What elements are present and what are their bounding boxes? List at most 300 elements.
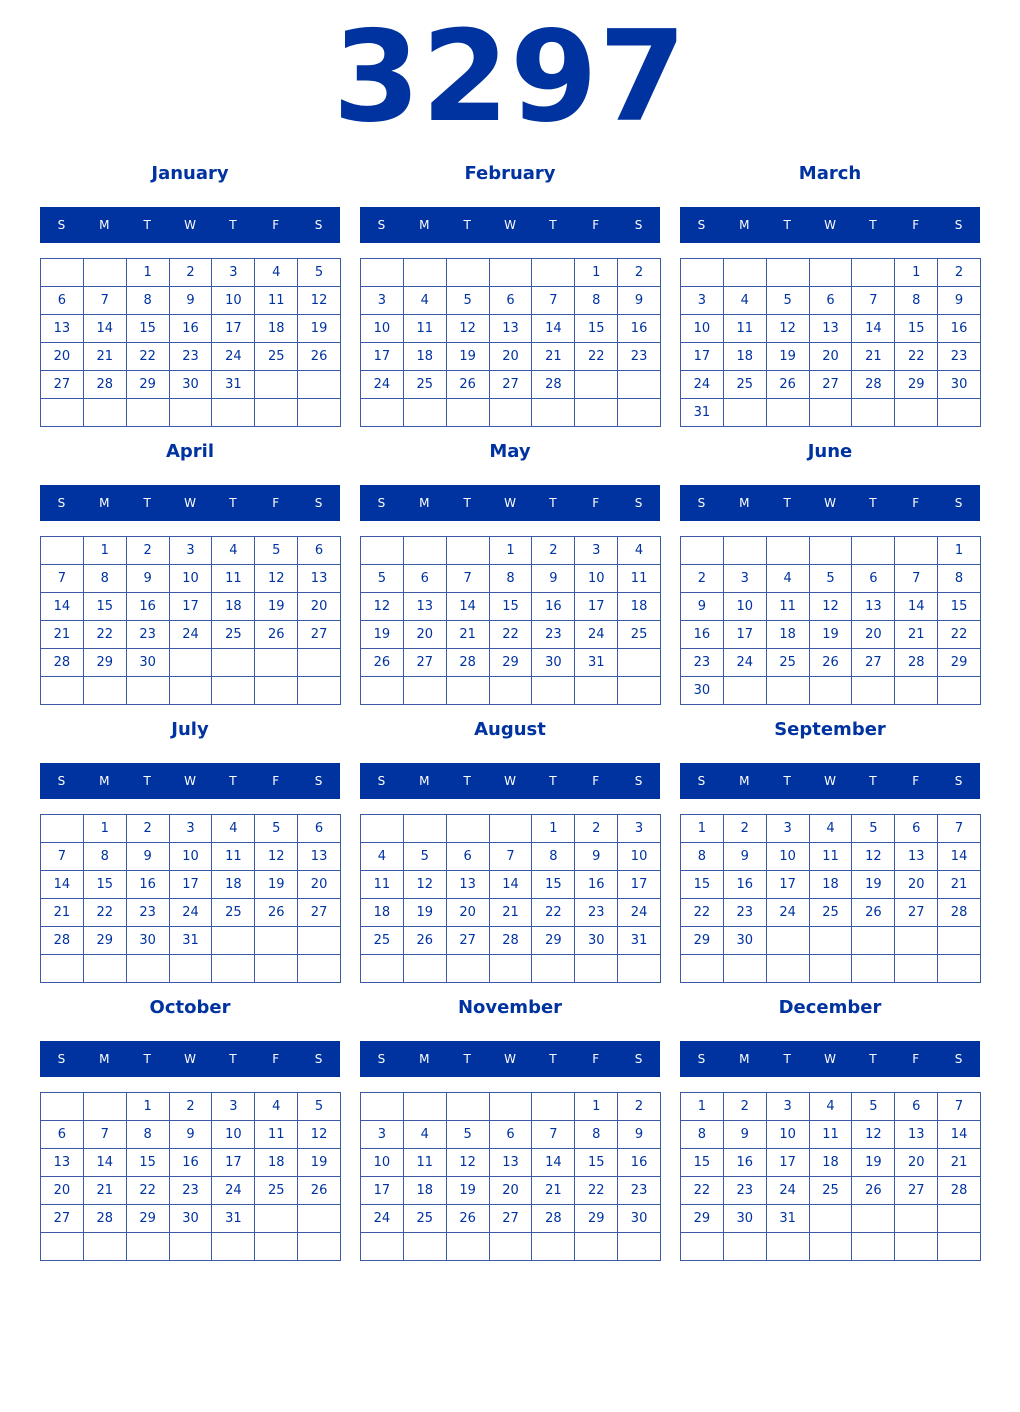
- empty-cell: [895, 927, 938, 955]
- day-cell: 16: [681, 621, 724, 649]
- weekday-label: F: [912, 774, 920, 788]
- empty-cell: [895, 399, 938, 427]
- weekday-label: T: [869, 496, 877, 510]
- weekday-label: F: [272, 1052, 280, 1066]
- empty-cell: [404, 815, 447, 843]
- empty-cell: [490, 259, 533, 287]
- empty-cell: [41, 537, 84, 565]
- empty-cell: [361, 259, 404, 287]
- weekday-label: M: [99, 774, 110, 788]
- day-cell: 25: [212, 899, 255, 927]
- empty-cell: [895, 1205, 938, 1233]
- day-cell: 15: [575, 315, 618, 343]
- day-cell: 19: [255, 871, 298, 899]
- weekday-label: S: [57, 774, 66, 788]
- day-cell: 6: [895, 1093, 938, 1121]
- day-cell: 27: [298, 899, 341, 927]
- weekday-label: W: [184, 1052, 196, 1066]
- day-cell: 2: [170, 1093, 213, 1121]
- empty-cell: [298, 649, 341, 677]
- day-cell: 6: [298, 537, 341, 565]
- empty-cell: [41, 1233, 84, 1261]
- weekday-label: W: [504, 218, 516, 232]
- month-title: June: [807, 441, 853, 462]
- day-cell: 4: [212, 537, 255, 565]
- empty-cell: [298, 1205, 341, 1233]
- empty-cell: [532, 1093, 575, 1121]
- day-cell: 27: [404, 649, 447, 677]
- day-cell: 12: [255, 843, 298, 871]
- empty-cell: [852, 537, 895, 565]
- weekday-label: M: [739, 218, 750, 232]
- weekday-header: [680, 1041, 980, 1077]
- day-cell: 29: [127, 371, 170, 399]
- day-cell: 28: [447, 649, 490, 677]
- day-cell: 7: [41, 565, 84, 593]
- day-cell: 23: [575, 899, 618, 927]
- day-cell: 2: [127, 815, 170, 843]
- day-cell: 1: [84, 537, 127, 565]
- day-cell: 10: [767, 843, 810, 871]
- empty-cell: [767, 1233, 810, 1261]
- day-cell: 22: [490, 621, 533, 649]
- empty-cell: [810, 927, 853, 955]
- day-cell: 26: [298, 343, 341, 371]
- empty-cell: [724, 399, 767, 427]
- month-title: August: [474, 719, 546, 740]
- day-cell: 22: [84, 899, 127, 927]
- weekday-label: T: [783, 1052, 791, 1066]
- weekday-label: S: [634, 1052, 643, 1066]
- weekday-label: T: [229, 218, 237, 232]
- day-cell: 20: [490, 343, 533, 371]
- day-cell: 2: [724, 1093, 767, 1121]
- weekday-label: S: [57, 1052, 66, 1066]
- day-cell: 22: [895, 343, 938, 371]
- empty-cell: [404, 1233, 447, 1261]
- day-cell: 23: [618, 1177, 661, 1205]
- day-cell: 30: [681, 677, 724, 705]
- day-cell: 12: [404, 871, 447, 899]
- empty-cell: [298, 677, 341, 705]
- day-cell: 16: [532, 593, 575, 621]
- day-cell: 8: [84, 843, 127, 871]
- day-cell: 4: [404, 1121, 447, 1149]
- day-cell: 29: [575, 1205, 618, 1233]
- day-cell: 26: [767, 371, 810, 399]
- weekday-label: F: [272, 218, 280, 232]
- day-cell: 2: [618, 1093, 661, 1121]
- day-cell: 11: [404, 315, 447, 343]
- day-cell: 31: [767, 1205, 810, 1233]
- empty-cell: [255, 927, 298, 955]
- day-cell: 5: [298, 259, 341, 287]
- day-cell: 14: [84, 1149, 127, 1177]
- empty-cell: [298, 1233, 341, 1261]
- day-cell: 7: [84, 1121, 127, 1149]
- empty-cell: [852, 927, 895, 955]
- day-cell: 3: [170, 537, 213, 565]
- day-cell: 10: [170, 843, 213, 871]
- day-cell: 29: [681, 927, 724, 955]
- weekday-label: F: [592, 774, 600, 788]
- day-cell: 23: [170, 343, 213, 371]
- day-grid: [680, 536, 981, 705]
- day-grid: [40, 536, 341, 705]
- empty-cell: [170, 955, 213, 983]
- day-cell: 5: [255, 815, 298, 843]
- day-cell: 29: [681, 1205, 724, 1233]
- day-cell: 27: [895, 899, 938, 927]
- day-cell: 22: [681, 1177, 724, 1205]
- empty-cell: [575, 955, 618, 983]
- day-cell: 8: [490, 565, 533, 593]
- day-cell: 10: [170, 565, 213, 593]
- empty-cell: [681, 1233, 724, 1261]
- weekday-header: [680, 485, 980, 521]
- empty-cell: [895, 955, 938, 983]
- day-cell: 13: [810, 315, 853, 343]
- weekday-label: M: [419, 496, 430, 510]
- day-cell: 29: [84, 649, 127, 677]
- empty-cell: [767, 537, 810, 565]
- day-cell: 15: [681, 871, 724, 899]
- weekday-label: T: [143, 774, 151, 788]
- day-cell: 4: [361, 843, 404, 871]
- day-cell: 5: [852, 815, 895, 843]
- day-cell: 28: [84, 371, 127, 399]
- day-cell: 3: [361, 1121, 404, 1149]
- weekday-label: W: [504, 1052, 516, 1066]
- empty-cell: [404, 677, 447, 705]
- empty-cell: [255, 649, 298, 677]
- empty-cell: [852, 677, 895, 705]
- day-cell: 31: [618, 927, 661, 955]
- weekday-label: F: [592, 218, 600, 232]
- empty-cell: [404, 955, 447, 983]
- day-cell: 22: [532, 899, 575, 927]
- weekday-label: T: [229, 1052, 237, 1066]
- day-cell: 18: [361, 899, 404, 927]
- day-cell: 6: [490, 1121, 533, 1149]
- empty-cell: [212, 927, 255, 955]
- day-cell: 3: [212, 1093, 255, 1121]
- day-cell: 25: [724, 371, 767, 399]
- day-cell: 17: [212, 1149, 255, 1177]
- weekday-label: F: [912, 1052, 920, 1066]
- day-cell: 13: [447, 871, 490, 899]
- day-cell: 8: [84, 565, 127, 593]
- weekday-label: S: [377, 774, 386, 788]
- day-cell: 14: [852, 315, 895, 343]
- day-cell: 19: [298, 315, 341, 343]
- day-cell: 1: [895, 259, 938, 287]
- day-cell: 19: [447, 343, 490, 371]
- day-cell: 14: [41, 593, 84, 621]
- day-cell: 16: [724, 1149, 767, 1177]
- empty-cell: [212, 649, 255, 677]
- day-cell: 24: [170, 899, 213, 927]
- empty-cell: [532, 1233, 575, 1261]
- empty-cell: [127, 399, 170, 427]
- month-title: November: [457, 997, 563, 1018]
- day-cell: 28: [938, 1177, 981, 1205]
- day-cell: 20: [810, 343, 853, 371]
- weekday-header: [40, 1041, 340, 1077]
- day-cell: 18: [255, 1149, 298, 1177]
- empty-cell: [767, 259, 810, 287]
- year-title: 3297: [332, 3, 688, 150]
- day-cell: 30: [618, 1205, 661, 1233]
- day-cell: 6: [490, 287, 533, 315]
- day-cell: 26: [810, 649, 853, 677]
- day-cell: 27: [41, 1205, 84, 1233]
- day-cell: 13: [895, 843, 938, 871]
- day-cell: 16: [618, 1149, 661, 1177]
- day-cell: 24: [212, 343, 255, 371]
- day-cell: 4: [810, 1093, 853, 1121]
- day-cell: 12: [298, 287, 341, 315]
- day-cell: 13: [298, 565, 341, 593]
- day-cell: 12: [767, 315, 810, 343]
- day-cell: 7: [532, 287, 575, 315]
- empty-cell: [447, 677, 490, 705]
- empty-cell: [41, 1093, 84, 1121]
- day-cell: 18: [212, 593, 255, 621]
- weekday-label: T: [869, 774, 877, 788]
- day-grid: [360, 814, 661, 983]
- day-cell: 1: [532, 815, 575, 843]
- weekday-label: M: [99, 496, 110, 510]
- day-cell: 23: [681, 649, 724, 677]
- weekday-label: S: [697, 1052, 706, 1066]
- day-cell: 19: [298, 1149, 341, 1177]
- day-cell: 22: [84, 621, 127, 649]
- day-cell: 3: [361, 287, 404, 315]
- day-cell: 21: [84, 1177, 127, 1205]
- day-cell: 11: [212, 565, 255, 593]
- day-cell: 5: [852, 1093, 895, 1121]
- empty-cell: [298, 955, 341, 983]
- empty-cell: [724, 677, 767, 705]
- day-cell: 11: [404, 1149, 447, 1177]
- day-cell: 27: [810, 371, 853, 399]
- day-cell: 24: [618, 899, 661, 927]
- day-cell: 3: [618, 815, 661, 843]
- empty-cell: [361, 955, 404, 983]
- weekday-label: S: [954, 774, 963, 788]
- day-cell: 19: [852, 871, 895, 899]
- day-cell: 3: [724, 565, 767, 593]
- day-cell: 20: [298, 593, 341, 621]
- day-cell: 2: [938, 259, 981, 287]
- empty-cell: [404, 259, 447, 287]
- day-cell: 24: [361, 1205, 404, 1233]
- day-cell: 28: [41, 649, 84, 677]
- weekday-label: T: [783, 496, 791, 510]
- day-grid: [360, 536, 661, 705]
- day-cell: 19: [767, 343, 810, 371]
- day-cell: 26: [255, 899, 298, 927]
- day-cell: 20: [895, 871, 938, 899]
- day-cell: 9: [170, 287, 213, 315]
- day-cell: 18: [618, 593, 661, 621]
- empty-cell: [575, 1233, 618, 1261]
- day-cell: 26: [404, 927, 447, 955]
- weekday-label: T: [143, 218, 151, 232]
- weekday-label: M: [99, 218, 110, 232]
- day-cell: 25: [404, 371, 447, 399]
- day-cell: 23: [127, 621, 170, 649]
- day-cell: 1: [681, 815, 724, 843]
- day-cell: 6: [404, 565, 447, 593]
- weekday-label: W: [824, 496, 836, 510]
- day-cell: 10: [724, 593, 767, 621]
- weekday-label: T: [463, 496, 471, 510]
- weekday-label: W: [184, 774, 196, 788]
- day-cell: 9: [618, 287, 661, 315]
- empty-cell: [84, 1093, 127, 1121]
- empty-cell: [298, 371, 341, 399]
- day-grid: [680, 1092, 981, 1261]
- day-cell: 21: [938, 871, 981, 899]
- day-cell: 24: [767, 1177, 810, 1205]
- empty-cell: [298, 399, 341, 427]
- day-cell: 5: [298, 1093, 341, 1121]
- day-cell: 6: [852, 565, 895, 593]
- empty-cell: [41, 399, 84, 427]
- day-cell: 10: [767, 1121, 810, 1149]
- day-cell: 30: [724, 927, 767, 955]
- day-cell: 27: [447, 927, 490, 955]
- empty-cell: [447, 1093, 490, 1121]
- day-cell: 11: [255, 1121, 298, 1149]
- empty-cell: [810, 1233, 853, 1261]
- day-cell: 5: [404, 843, 447, 871]
- weekday-header: [680, 207, 980, 243]
- empty-cell: [404, 399, 447, 427]
- empty-cell: [404, 537, 447, 565]
- day-cell: 15: [895, 315, 938, 343]
- day-cell: 28: [938, 899, 981, 927]
- day-cell: 21: [84, 343, 127, 371]
- day-cell: 2: [170, 259, 213, 287]
- day-cell: 26: [255, 621, 298, 649]
- day-cell: 12: [298, 1121, 341, 1149]
- day-cell: 13: [490, 315, 533, 343]
- empty-cell: [255, 399, 298, 427]
- day-cell: 20: [404, 621, 447, 649]
- day-cell: 18: [404, 1177, 447, 1205]
- day-cell: 9: [681, 593, 724, 621]
- day-cell: 25: [810, 899, 853, 927]
- day-cell: 22: [575, 1177, 618, 1205]
- day-grid: [40, 1092, 341, 1261]
- day-cell: 11: [618, 565, 661, 593]
- weekday-label: T: [463, 774, 471, 788]
- day-cell: 8: [895, 287, 938, 315]
- day-cell: 12: [447, 1149, 490, 1177]
- empty-cell: [298, 927, 341, 955]
- weekday-label: T: [143, 1052, 151, 1066]
- day-cell: 14: [938, 1121, 981, 1149]
- weekday-label: M: [739, 496, 750, 510]
- empty-cell: [575, 371, 618, 399]
- weekday-label: W: [184, 218, 196, 232]
- weekday-label: W: [504, 496, 516, 510]
- day-cell: 15: [84, 871, 127, 899]
- month-title: December: [778, 997, 882, 1018]
- empty-cell: [618, 1233, 661, 1261]
- day-cell: 15: [938, 593, 981, 621]
- empty-cell: [447, 1233, 490, 1261]
- day-cell: 26: [447, 371, 490, 399]
- empty-cell: [41, 677, 84, 705]
- day-cell: 4: [767, 565, 810, 593]
- weekday-header: [40, 485, 340, 521]
- day-cell: 29: [532, 927, 575, 955]
- weekday-label: S: [314, 774, 323, 788]
- day-cell: 17: [170, 871, 213, 899]
- weekday-label: T: [463, 218, 471, 232]
- empty-cell: [447, 815, 490, 843]
- day-cell: 10: [575, 565, 618, 593]
- day-cell: 17: [618, 871, 661, 899]
- day-cell: 22: [681, 899, 724, 927]
- day-cell: 24: [767, 899, 810, 927]
- day-cell: 15: [532, 871, 575, 899]
- weekday-label: F: [592, 496, 600, 510]
- day-cell: 24: [212, 1177, 255, 1205]
- day-cell: 24: [575, 621, 618, 649]
- weekday-header: [360, 1041, 660, 1077]
- day-cell: 3: [170, 815, 213, 843]
- day-cell: 3: [681, 287, 724, 315]
- empty-cell: [170, 649, 213, 677]
- day-cell: 29: [84, 927, 127, 955]
- day-cell: 16: [938, 315, 981, 343]
- day-cell: 15: [84, 593, 127, 621]
- empty-cell: [127, 1233, 170, 1261]
- day-cell: 29: [490, 649, 533, 677]
- empty-cell: [404, 1093, 447, 1121]
- empty-cell: [618, 371, 661, 399]
- day-cell: 27: [895, 1177, 938, 1205]
- day-cell: 11: [361, 871, 404, 899]
- empty-cell: [724, 1233, 767, 1261]
- day-cell: 1: [127, 259, 170, 287]
- day-cell: 3: [212, 259, 255, 287]
- day-cell: 11: [724, 315, 767, 343]
- empty-cell: [938, 955, 981, 983]
- empty-cell: [532, 399, 575, 427]
- day-cell: 11: [212, 843, 255, 871]
- day-grid: [40, 814, 341, 983]
- day-cell: 9: [532, 565, 575, 593]
- empty-cell: [938, 677, 981, 705]
- weekday-label: T: [549, 1052, 557, 1066]
- day-cell: 6: [810, 287, 853, 315]
- day-cell: 24: [681, 371, 724, 399]
- day-cell: 15: [681, 1149, 724, 1177]
- day-cell: 10: [618, 843, 661, 871]
- day-cell: 5: [810, 565, 853, 593]
- day-cell: 24: [724, 649, 767, 677]
- weekday-label: T: [143, 496, 151, 510]
- day-cell: 14: [532, 315, 575, 343]
- empty-cell: [490, 815, 533, 843]
- day-cell: 16: [170, 1149, 213, 1177]
